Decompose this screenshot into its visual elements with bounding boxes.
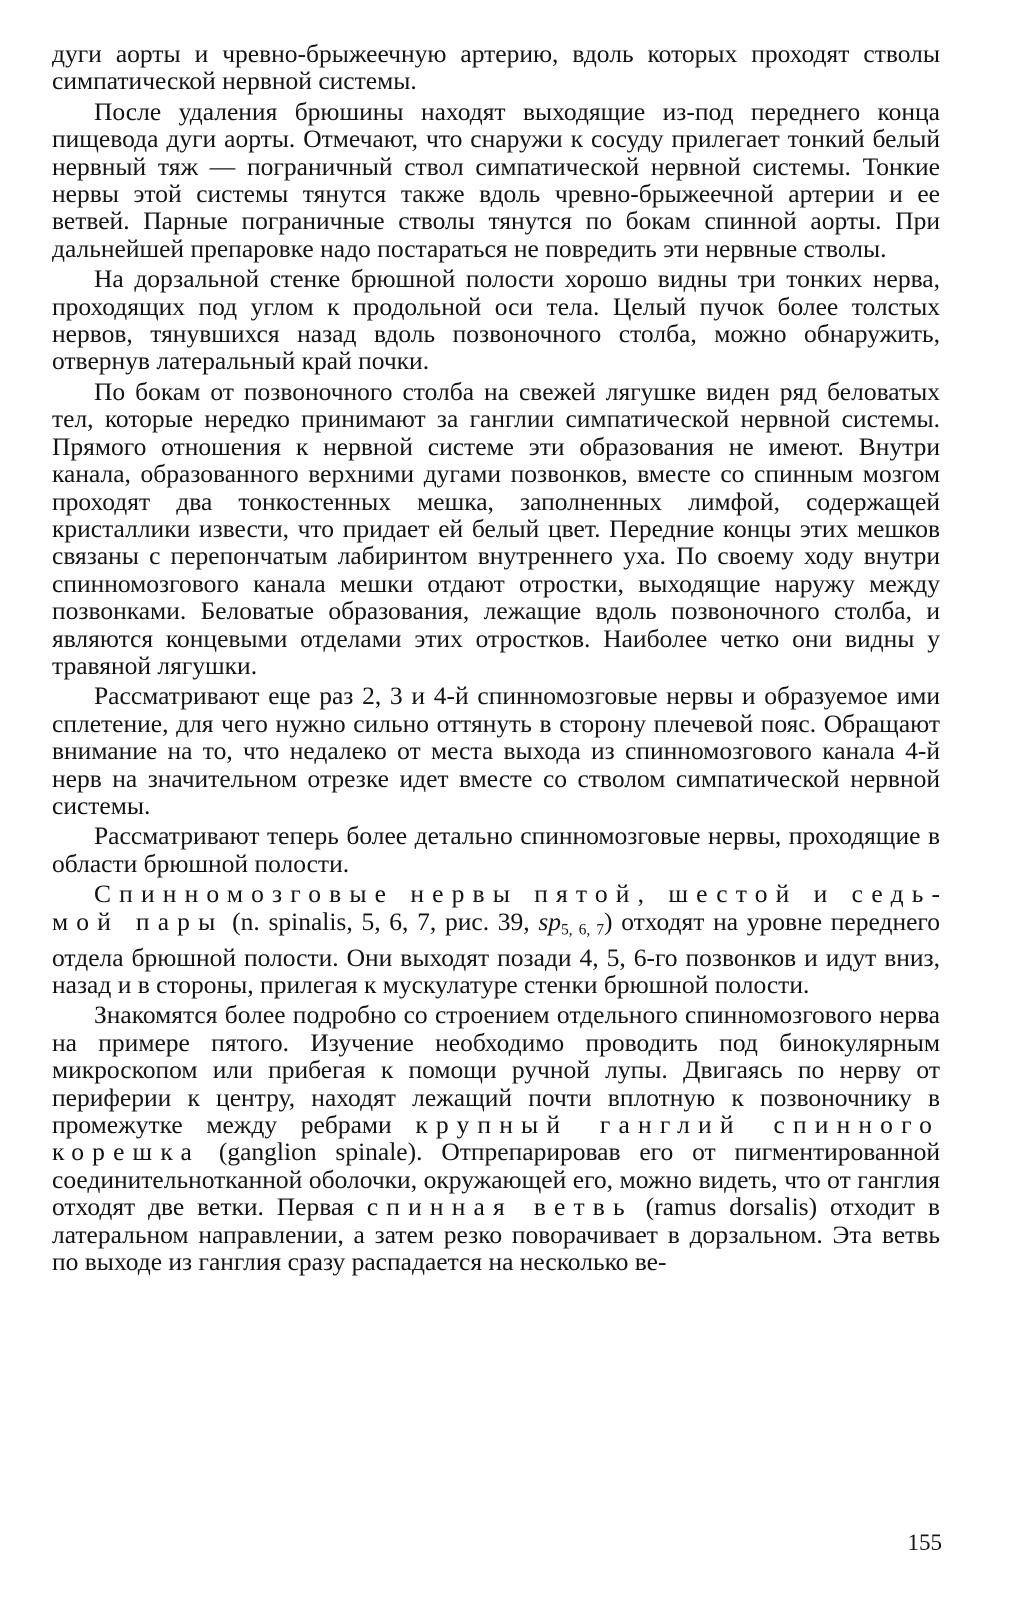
spaced-term: Спинномозговые нервы пятой, шестой и седьмой пары bbox=[52, 879, 940, 936]
paragraph-sympathetic-trunk: После удаления брюшины находят выходящие из-под переднего конца пищевода дуги аорты. Отмечают, что снаружи к сосуду прилегает тонкий белый нервный тяж — пограничный ствол симпатической нервной системы. Тонкие нервы этой системы тянутся также вдоль чревно-брыжеечной артерии и ее ветвей. Парные пограничные стволы тянутся по бокам спинной аорты. При дальнейшей препаровке надо постараться не повредить эти нервные стволы. bbox=[52, 96, 940, 263]
paragraph-continuation: дуги аорты и чревно-брыжеечную артерию, вдоль которых проходят стволы симпатической нервной системы. bbox=[52, 39, 940, 96]
figure-symbol-subscript: 5, 6, 7 bbox=[561, 921, 604, 939]
spaced-term: спинная ветвь bbox=[366, 1192, 633, 1222]
text-run: (n. spinalis, 5, 6, 7, рис. 39, bbox=[223, 906, 539, 936]
paragraph-dorsal-wall-nerves: На дорзальной стенке брюшной полости хорошо видны три тонких нерва, проходящих под углом к продольной оси тела. Целый пучок более толстых нервов, тянувшихся назад вдоль позвоночного столба, можно обнаружить, отвернув латеральный край почки. bbox=[52, 264, 940, 376]
text-run: ) отходят на уровне переднего отдела брюшной полости. Они выходят позади 4, 5, 6-го позвонков и идут вниз, назад и в стороны, прилегая к мускулатуре стенки брюшной полости. bbox=[52, 906, 940, 999]
paragraph-spinal-nerves-2-4: Рассматривают еще раз 2, 3 и 4-й спинномозговые нервы и образуемое ими сплетение, для чего нужно сильно оттянуть в сторону плечевой пояс. Обращают внимание на то, что недалеко от места выхода из спинномозгового канала 4-й нерв на значительном отрезке идет вместе со стволом симпатической нервной системы. bbox=[52, 681, 940, 820]
spaced-term: крупный ганглий спинного корешка bbox=[52, 1110, 940, 1167]
text-run: Знакомятся более подробно со строением отдельного спинномозгового нерва на примере пятого. Изучение необходимо проводить под бинокулярным микроскопом или прибегая к помощи ручной лупы. Двигаясь по нерву от периферии к центру, находят лежащий почти вплотную к позвоночнику в промежутке между ребрами bbox=[52, 1000, 940, 1140]
paragraph-whitish-bodies: По бокам от позвоночного столба на свежей лягушке виден ряд беловатых тел, которые нередко принимают за ганглии симпатической нервной системы. Прямого отношения к нервной системе эти образования не имеют. Внутри канала, образованного верхними дугами позвонков, вместе со спинным мозгом проходят два тонкостенных мешка, заполненных лимфой, содержащей кристаллики извести, что придает ей белый цвет. Передние концы этих мешков связаны с перепончатым лабиринтом внутреннего уха. По своему ходу внутри спинномозгового канала мешки отдают отростки, выходящие наружу между позвонками. Беловатые образования, лежащие вдоль позвоночного столба, и являются концевыми отделами этих отростков. Наиболее четко они видны у травяной лягушки. bbox=[52, 376, 940, 680]
paragraph-nerves-5-6-7 bbox=[52, 880, 940, 998]
text-run: (ganglion spinale). Отпрепарировав его от пигментированной соединительнотканной оболочки, окружающей его, можно видеть, что от ганглия отходят две ветки. Первая bbox=[52, 1137, 940, 1222]
document-page bbox=[52, 40, 940, 1278]
paragraph-fifth-nerve-structure bbox=[52, 1001, 940, 1275]
paragraph-abdominal-nerves-intro: Рассматривают теперь более детально спинномозговые нервы, проходящие в области брюшной полости. bbox=[52, 821, 940, 878]
page-number: 155 bbox=[907, 1530, 942, 1555]
text-run: (ramus dorsalis) отходит в латеральном направлении, а затем резко поворачивает в дорзальном. Эта ветвь по выходе из ганглия сразу распадается на несколько ве- bbox=[52, 1192, 940, 1277]
figure-symbol: sp bbox=[538, 906, 562, 936]
